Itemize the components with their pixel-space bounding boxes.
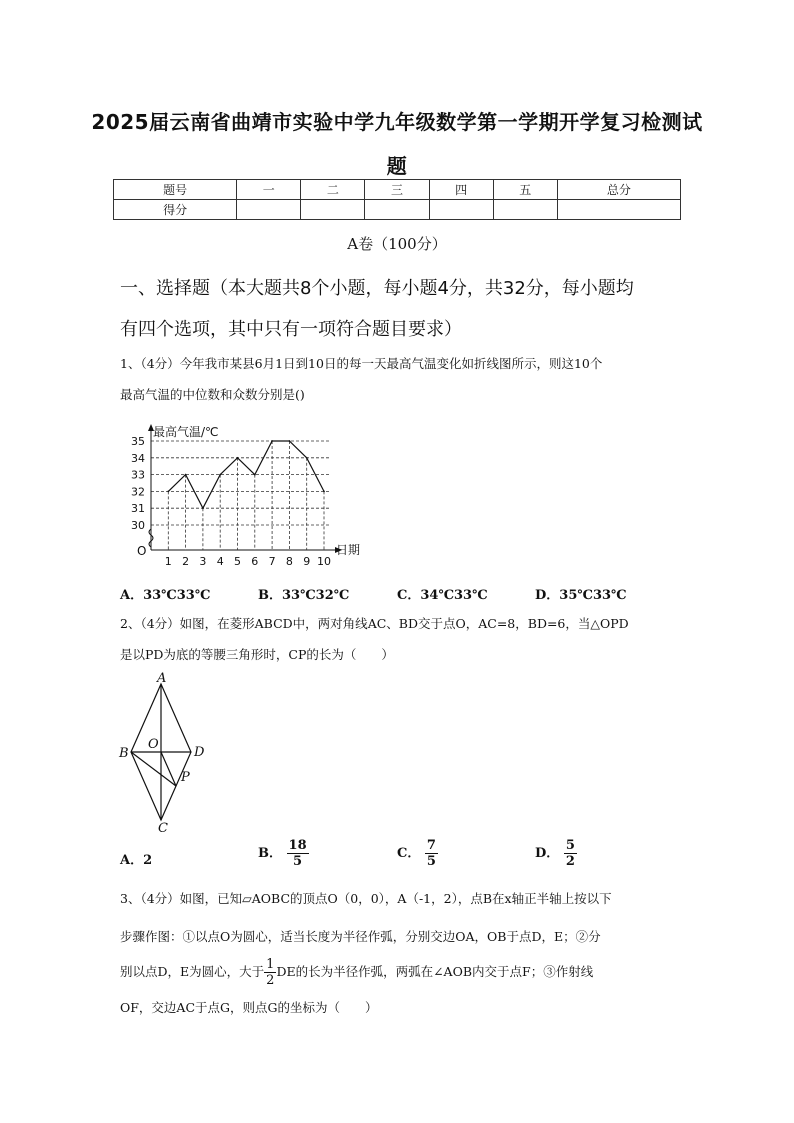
score-cell: 二 <box>301 180 365 200</box>
fraction-numerator: 5 <box>565 838 575 853</box>
y-tick-label: 33 <box>131 468 145 482</box>
q3-text-line1: 3、（4分）如图，已知▱AOBC的顶点O（0，0），A（-1，2），点B在x轴正半轴上按以下 <box>120 891 612 906</box>
section1-heading-line1: 一、选择题（本大题共8个小题，每小题4分，共32分，每小题均 <box>120 278 634 299</box>
fraction-denominator: 5 <box>426 854 436 869</box>
q2-text-line2: 是以PD为底的等腰三角形时，CP的长为（ ） <box>120 647 394 662</box>
fraction-denominator: 2 <box>266 973 275 988</box>
q2-option-b[interactable] <box>258 838 309 869</box>
label-p: P <box>181 770 190 785</box>
q1-option-b[interactable]: B．33℃32℃ <box>258 588 350 603</box>
data-point-day-1 <box>167 491 169 493</box>
x-tick-label: 7 <box>268 555 276 568</box>
doc-title-line1: 2025届云南省曲靖市实验中学九年级数学第一学期开学复习检测试 <box>91 110 703 134</box>
q2-option-b-label: B． <box>258 846 282 861</box>
label-a: A <box>157 672 167 686</box>
fraction-denominator: 5 <box>293 854 303 869</box>
fraction-numerator: 7 <box>426 838 436 853</box>
q2-option-d[interactable] <box>535 838 577 869</box>
q2-option-a[interactable]: A．2 <box>120 853 153 868</box>
score-cell: 总分 <box>557 180 680 200</box>
data-point-day-10 <box>323 491 325 493</box>
data-point-day-6 <box>254 474 256 476</box>
data-point-day-4 <box>219 474 221 476</box>
score-cell <box>237 200 301 220</box>
score-cell <box>493 200 557 220</box>
x-tick-label: 8 <box>285 555 293 568</box>
origin-label: O <box>137 544 147 558</box>
score-table-row-header <box>114 180 681 200</box>
q3-half-fraction <box>264 957 276 988</box>
score-cell: 题号 <box>114 180 237 200</box>
temperature-line-chart <box>125 420 375 580</box>
data-point-day-7 <box>271 440 273 442</box>
x-tick-label: 10 <box>317 555 331 568</box>
y-tick-label: 31 <box>131 502 145 516</box>
x-tick-label: 3 <box>199 555 207 568</box>
q2-option-b-fraction <box>287 838 309 869</box>
data-point-day-3 <box>202 507 204 509</box>
data-point-day-5 <box>237 457 239 459</box>
q1-option-d[interactable]: D．35℃33℃ <box>535 588 627 603</box>
fraction-denominator: 2 <box>565 854 575 869</box>
rhombus-figure <box>115 672 225 832</box>
score-cell: 五 <box>493 180 557 200</box>
label-d: D <box>194 745 205 760</box>
q2-option-c[interactable] <box>397 838 438 869</box>
q3-text-line2: 步骤作图：①以点O为圆心，适当长度为半径作弧，分别交边OA，OB于点D，E；②分 <box>120 929 601 944</box>
doc-title-line2: 题 <box>386 154 408 178</box>
fraction-numerator: 18 <box>288 838 307 853</box>
data-point-day-2 <box>185 474 187 476</box>
q3-text-line4: OF，交边AC于点G，则点G的坐标为（ ） <box>120 1000 378 1015</box>
q3-text-line3 <box>120 957 680 988</box>
x-tick-label: 2 <box>182 555 190 568</box>
y-tick-label: 30 <box>131 519 145 532</box>
q1-option-a[interactable]: A．33℃33℃ <box>120 588 211 603</box>
label-b: B <box>119 746 129 761</box>
q1-option-c[interactable]: C．34℃33℃ <box>397 588 488 603</box>
q3-line3-post: DE的长为半径作弧，两弧在∠AOB内交于点F；③作射线 <box>276 964 594 979</box>
segment-bp <box>131 752 176 786</box>
q1-text-line2: 最高气温的中位数和众数分别是() <box>120 387 305 402</box>
section1-heading-line2: 有四个选项，其中只有一项符合题目要求） <box>120 319 462 340</box>
q2-option-c-fraction <box>425 838 438 869</box>
score-cell: 三 <box>365 180 429 200</box>
q2-text-line1: 2、（4分）如图，在菱形ABCD中，两对角线AC、BD交于点O，AC=8，BD=6，当△OPD <box>120 616 629 631</box>
x-tick-label: 4 <box>216 555 224 568</box>
score-cell: 一 <box>237 180 301 200</box>
label-o: O <box>148 737 159 752</box>
score-cell <box>301 200 365 220</box>
score-cell <box>365 200 429 220</box>
q2-option-c-label: C． <box>397 846 421 861</box>
x-tick-label: 5 <box>234 555 241 568</box>
score-cell: 得分 <box>114 200 237 220</box>
data-point-day-8 <box>289 440 291 442</box>
y-tick-label: 35 <box>131 435 145 448</box>
x-tick-label: 6 <box>251 555 259 568</box>
x-tick-label: 1 <box>164 555 172 568</box>
q3-line3-pre: 别以点D，E为圆心，大于 <box>120 964 265 979</box>
score-cell: 四 <box>429 180 493 200</box>
fraction-numerator: 1 <box>266 957 275 972</box>
label-c: C <box>158 821 168 832</box>
y-tick-label: 32 <box>131 485 145 499</box>
score-table-row-score <box>114 200 681 220</box>
x-tick-label: 9 <box>303 555 311 568</box>
q2-option-d-fraction <box>564 838 577 869</box>
data-point-day-9 <box>306 457 308 459</box>
score-cell <box>557 200 680 220</box>
q1-text-line1: 1、（4分）今年我市某县6月1日到10日的每一天最高气温变化如折线图所示，则这10个 <box>120 356 603 371</box>
y-axis-label: 最高气温/℃ <box>153 425 219 439</box>
paper-section-a: A卷（100分） <box>347 235 447 253</box>
x-axis-label: 日期 <box>336 543 361 557</box>
y-tick-label: 34 <box>131 451 145 465</box>
q2-option-d-label: D． <box>535 846 560 861</box>
score-table <box>113 179 681 220</box>
score-cell <box>429 200 493 220</box>
